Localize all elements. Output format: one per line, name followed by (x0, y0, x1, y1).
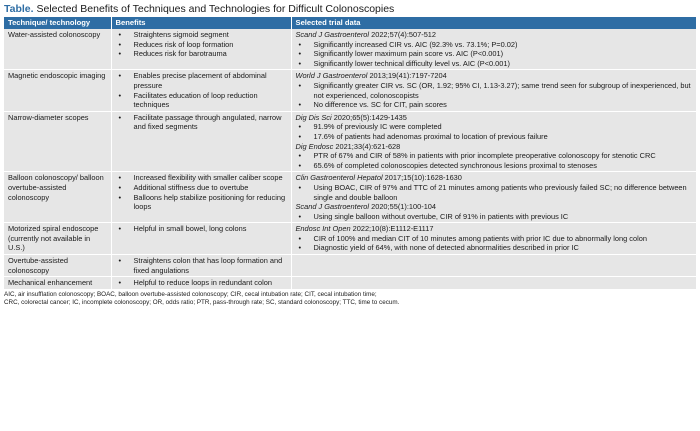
trials-cell (291, 255, 696, 277)
trial-finding: • No difference vs. SC for CIT, pain scores (296, 100, 693, 110)
trial-citation (296, 30, 693, 40)
benefits-cell (111, 29, 291, 70)
trial-findings-list (296, 212, 693, 222)
trials-cell (291, 111, 696, 172)
benefits-list (116, 30, 287, 59)
footnote (4, 291, 696, 307)
footnote-line-2: CRC, colorectal cancer; IC, incomplete colonoscopy; OR, odds ratio; PTR, pass-through rate; SC, standard colonoscopy; TTC, time to cecum. (4, 298, 400, 306)
trial-finding: • Significantly lower technical difficulty level vs. AIC (P<0.001) (296, 59, 693, 69)
trial-citation (296, 224, 693, 234)
technique-cell: Narrow-diameter scopes (4, 111, 111, 172)
benefit-item: • Reduces risk of loop formation (116, 40, 287, 50)
header-benefits: Benefits (111, 17, 291, 29)
technique-cell: Motorized spiral endoscope (currently not available in U.S.) (4, 223, 111, 255)
benefit-item: • Helpful to reduce loops in redundant colon (116, 278, 287, 288)
trial-finding: • Using single balloon without overtube, CIR of 91% in patients with previous IC (296, 212, 693, 222)
trials-cell (291, 70, 696, 111)
trial-finding: • PTR of 67% and CIR of 58% in patients with prior incomplete preoperative colonoscopy for stenotic CRC (296, 151, 693, 161)
technique-cell: Magnetic endoscopic imaging (4, 70, 111, 111)
trial-findings-list (296, 81, 693, 110)
table-row (4, 29, 696, 70)
table-row (4, 255, 696, 277)
citation-details: 2022;57(4):507-512 (369, 30, 437, 39)
trial-citation (296, 142, 693, 152)
benefits-list (116, 173, 287, 211)
trial-findings-list (296, 234, 693, 253)
journal-name: Dig Endosc (295, 141, 334, 151)
benefits-list (116, 224, 287, 234)
header-trials: Selected trial data (291, 17, 696, 29)
journal-name: Scand J Gastroenterol (295, 202, 370, 212)
trial-findings-list (296, 151, 693, 170)
technique-cell: Mechanical enhancement (4, 277, 111, 289)
trial-finding: • CIR of 100% and median CIT of 10 minutes among patients with prior IC due to abnormally long colon (296, 234, 693, 244)
trial-finding: • Diagnostic yield of 64%, with none of detected abnormalities described in prior IC (296, 243, 693, 253)
citation-details: 2017;15(10):1628-1630 (382, 173, 462, 183)
benefits-list (116, 256, 287, 275)
table-label: Table. (4, 3, 34, 15)
header-row (4, 17, 696, 29)
citation-details: 2021;33(4):621-628 (333, 141, 401, 151)
table-row (4, 223, 696, 255)
trial-citation (296, 173, 693, 183)
journal-name: Endosc Int Open (295, 224, 351, 234)
benefits-cell (111, 172, 291, 223)
technique-cell: Overtube-assisted colonoscopy (4, 255, 111, 277)
trial-finding: • 91.9% of previously IC were completed (296, 122, 693, 132)
benefit-item: • Helpful in small bowel, long colons (116, 224, 287, 234)
journal-name: Scand J Gastroenterol (295, 30, 370, 39)
technique-cell: Balloon colonoscopy/ balloon overtube-assisted colonoscopy (4, 172, 111, 223)
benefits-cell (111, 111, 291, 172)
benefits-table (4, 17, 696, 289)
benefit-item: • Facilitate passage through angulated, narrow and fixed segments (116, 113, 287, 132)
trial-findings-list (296, 122, 693, 141)
trial-finding: • Using BOAC, CIR of 97% and TTC of 21 minutes among patients who previously failed SC; no difference between single and double balloon (296, 183, 693, 202)
trials-cell (291, 277, 696, 289)
trials-cell (291, 172, 696, 223)
trial-findings-list (296, 40, 693, 69)
benefits-cell (111, 70, 291, 111)
header-technique: Technique/ technology (4, 17, 111, 29)
table-row (4, 111, 696, 172)
trials-cell (291, 29, 696, 70)
benefit-item: • Straightens colon that has loop formation and fixed angulations (116, 256, 287, 275)
benefit-item: • Additional stiffness due to overtube (116, 183, 287, 193)
benefit-item: • Straightens sigmoid segment (116, 30, 287, 40)
trial-citation (296, 71, 693, 81)
journal-name: Clin Gastroenterol Hepatol (295, 173, 383, 183)
benefit-item: • Increased flexibility with smaller caliber scope (116, 173, 287, 183)
benefits-cell (111, 277, 291, 289)
benefits-list (116, 71, 287, 109)
trials-cell (291, 223, 696, 255)
table-body (4, 29, 696, 289)
citation-details: 2022;10(8):E1112-E1117 (350, 224, 434, 234)
citation-details: 2013;19(41):7197-7204 (367, 71, 447, 81)
trial-finding: • 65.6% of completed colonoscopies detected synchronous lesions proximal to stenoses (296, 161, 693, 171)
trial-finding: • Significantly increased CIR vs. AIC (92.3% vs. 73.1%; P=0.02) (296, 40, 693, 50)
benefit-item: • Enables precise placement of abdominal pressure (116, 71, 287, 90)
benefits-cell (111, 223, 291, 255)
benefits-cell (111, 255, 291, 277)
citation-details: 2020;55(1):100-104 (369, 202, 437, 212)
benefit-item: • Balloons help stabilize positioning for reducing loops (116, 193, 287, 212)
technique-cell: Water-assisted colonoscopy (4, 29, 111, 70)
trial-citation (296, 202, 693, 212)
table-row (4, 70, 696, 111)
citation-details: 2020;65(5):1429-1435 (331, 112, 407, 122)
table-title (4, 2, 696, 17)
footnote-line-1: AIC, air insufflation colonoscopy; BOAC, balloon overtube-assisted colonoscopy; CIR, cecal intubation rate; CIT, cecal intubation time; (4, 290, 377, 298)
journal-name: Dig Dis Sci (295, 112, 332, 122)
trial-finding: • 17.6% of patients had adenomas proximal to location of previous failure (296, 132, 693, 142)
trial-finding: • Significantly greater CIR vs. SC (OR, 1.92; 95% CI, 1.13-3.27); same trend seen for subgroup of inexperienced, but not experienced, colonoscopists (296, 81, 693, 100)
journal-name: World J Gastroenterol (295, 71, 368, 81)
benefits-list (116, 278, 287, 288)
benefit-item: • Reduces risk for barotrauma (116, 49, 287, 59)
table-row (4, 277, 696, 289)
table-title-text: Selected Benefits of Techniques and Technologies for Difficult Colonoscopies (36, 3, 395, 15)
trial-finding: • Significantly lower maximum pain score vs. AIC (P<0.001) (296, 49, 693, 59)
trial-findings-list (296, 183, 693, 202)
table-row (4, 172, 696, 223)
benefits-list (116, 113, 287, 132)
benefit-item: • Facilitates education of loop reduction techniques (116, 91, 287, 110)
trial-citation (296, 113, 693, 123)
